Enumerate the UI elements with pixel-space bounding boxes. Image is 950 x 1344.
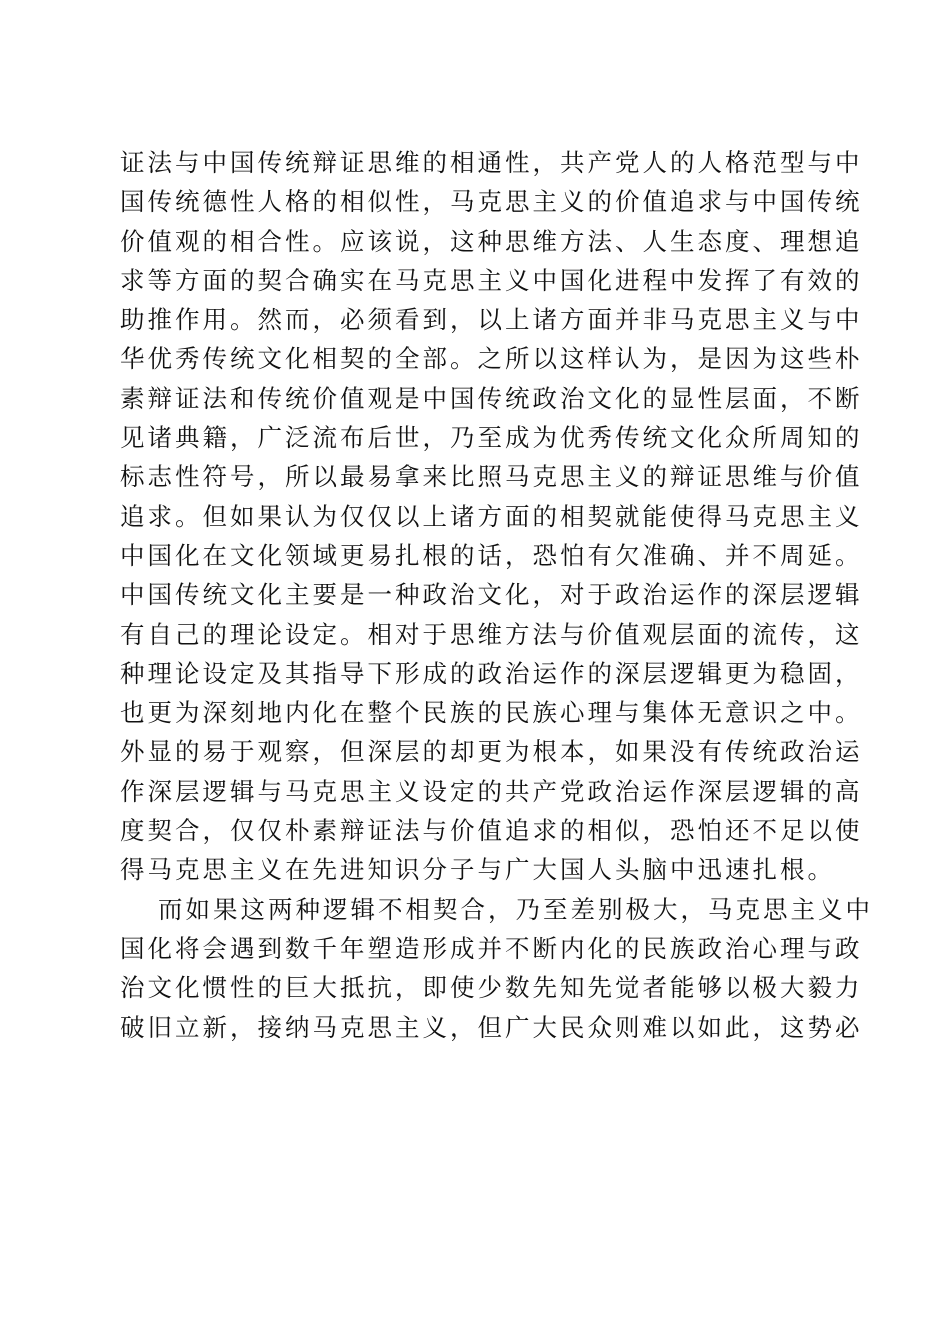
text-line: 中国化在文化领域更易扎根的话，恐怕有欠准确、并不周延。 <box>120 540 863 570</box>
text-line: 治文化惯性的巨大抵抗，即使少数先知先觉者能够以极大毅力 <box>120 973 863 1003</box>
text-line: 助推作用。然而，必须看到，以上诸方面并非马克思主义与中 <box>120 305 863 335</box>
text-line: 素辩证法和传统价值观是中国传统政治文化的显性层面，不断 <box>120 383 863 413</box>
text-line: 中国传统文化主要是一种政治文化，对于政治运作的深层逻辑 <box>120 580 863 610</box>
text-line: 标志性符号，所以最易拿来比照马克思主义的辩证思维与价值 <box>120 462 863 492</box>
text-line: 种理论设定及其指导下形成的政治运作的深层逻辑更为稳固， <box>120 658 863 688</box>
text-line: 度契合，仅仅朴素辩证法与价值追求的相似，恐怕还不足以使 <box>120 816 863 846</box>
text-line: 国化将会遇到数千年塑造形成并不断内化的民族政治心理与政 <box>120 933 863 963</box>
text-line: 价值观的相合性。应该说，这种思维方法、人生态度、理想追 <box>120 226 863 256</box>
text-line: 有自己的理论设定。相对于思维方法与价值观层面的流传，这 <box>120 619 863 649</box>
text-line: 证法与中国传统辩证思维的相通性，共产党人的人格范型与中 <box>120 148 863 177</box>
text-line: 破旧立新，接纳马克思主义，但广大民众则难以如此，这势必 <box>120 1012 863 1042</box>
text-line: 求等方面的契合确实在马克思主义中国化进程中发挥了有效的 <box>120 265 863 295</box>
text-line: 华优秀传统文化相契的全部。之所以这样认为，是因为这些朴 <box>120 344 863 374</box>
text-line: 也更为深刻地内化在整个民族的民族心理与集体无意识之中。 <box>120 698 863 728</box>
body-text <box>120 143 873 1047</box>
text-line: 见诸典籍，广泛流布后世，乃至成为优秀传统文化众所周知的 <box>120 423 863 453</box>
text-line: 国传统德性人格的相似性，马克思主义的价值追求与中国传统 <box>120 187 863 217</box>
text-line: 外显的易于观察，但深层的却更为根本，如果没有传统政治运 <box>120 737 863 767</box>
text-line: 作深层逻辑与马克思主义设定的共产党政治运作深层逻辑的高 <box>120 776 863 806</box>
text-line: 得马克思主义在先进知识分子与广大国人头脑中迅速扎根。 <box>120 855 835 885</box>
text-line: 追求。但如果认为仅仅以上诸方面的相契就能使得马克思主义 <box>120 501 863 531</box>
paragraph-first-line: 而如果这两种逻辑不相契合，乃至差别极大，马克思主义中 <box>158 894 873 924</box>
